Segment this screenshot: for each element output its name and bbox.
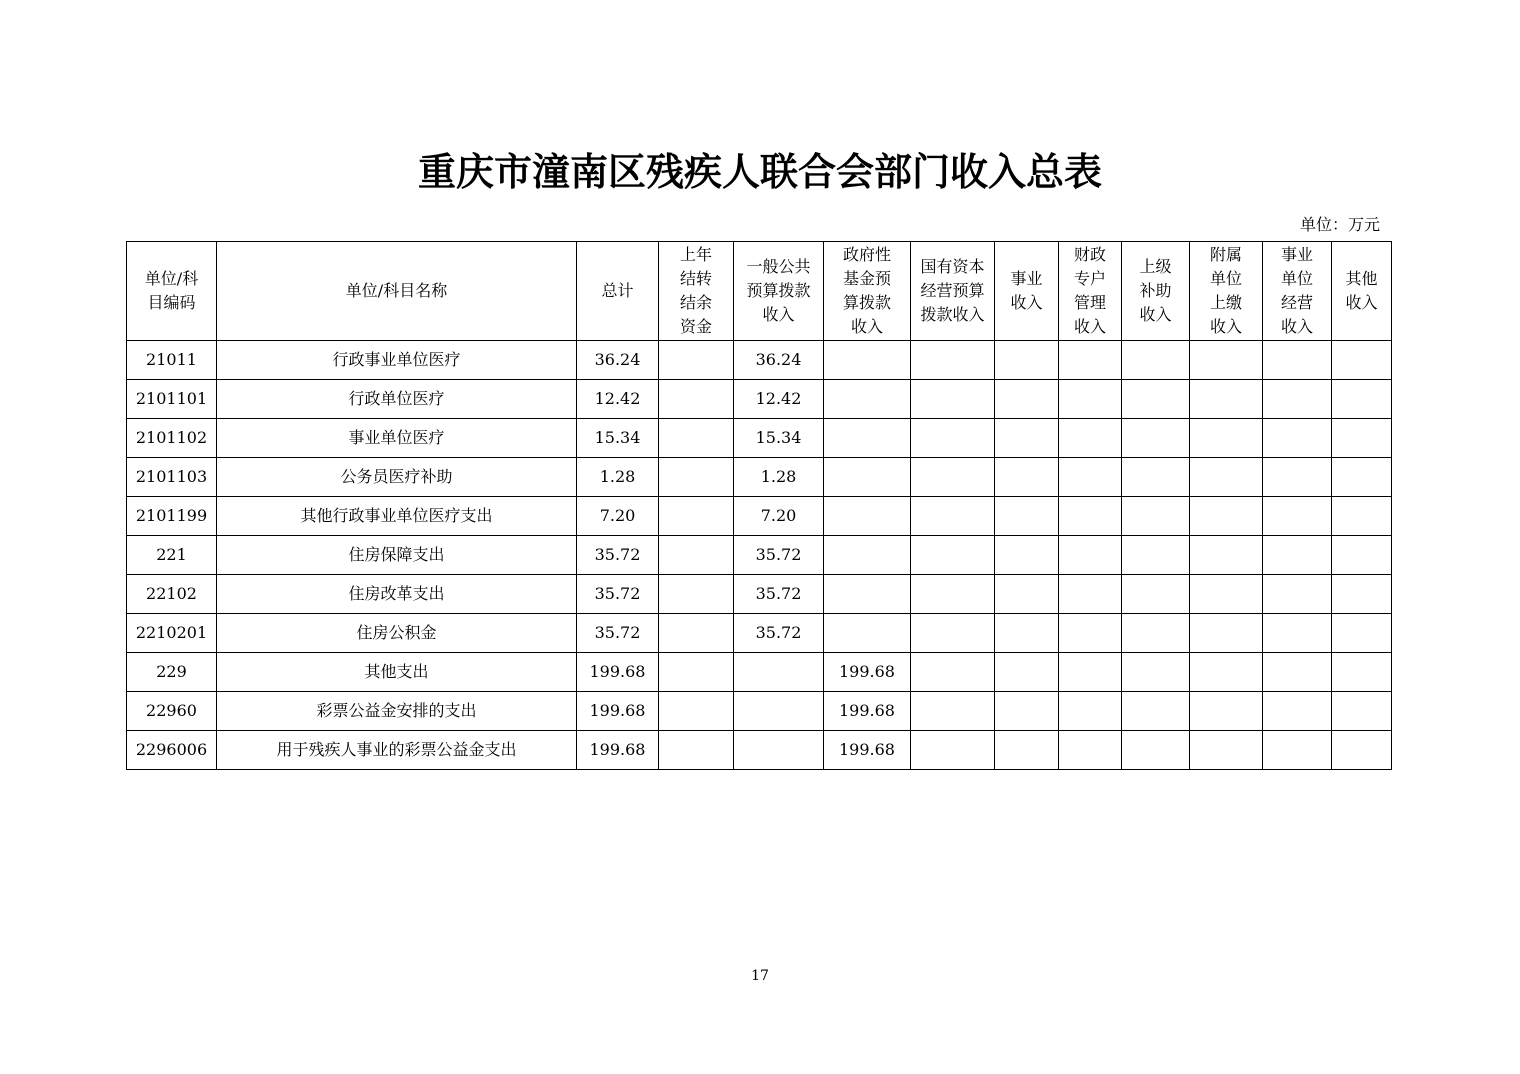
cell-special-account — [1059, 692, 1122, 731]
cell-general-budget: 7.20 — [734, 497, 824, 536]
cell-other — [1332, 419, 1392, 458]
cell-business-income — [995, 653, 1059, 692]
cell-operating — [1263, 419, 1332, 458]
cell-name: 用于残疾人事业的彩票公益金支出 — [217, 731, 577, 770]
table-header-row — [127, 242, 1392, 341]
cell-general-budget: 35.72 — [734, 614, 824, 653]
cell-carryover — [659, 497, 734, 536]
cell-state-capital — [911, 692, 995, 731]
cell-affiliated — [1190, 692, 1263, 731]
cell-gov-fund — [824, 458, 911, 497]
cell-affiliated — [1190, 458, 1263, 497]
cell-general-budget: 36.24 — [734, 341, 824, 380]
cell-superior-subsidy — [1122, 497, 1190, 536]
cell-other — [1332, 380, 1392, 419]
cell-total: 199.68 — [577, 653, 659, 692]
cell-other — [1332, 497, 1392, 536]
cell-special-account — [1059, 653, 1122, 692]
cell-general-budget: 35.72 — [734, 575, 824, 614]
cell-name: 住房保障支出 — [217, 536, 577, 575]
cell-state-capital — [911, 536, 995, 575]
header-affiliated: 附属单位上缴收入 — [1190, 242, 1263, 341]
cell-gov-fund: 199.68 — [824, 692, 911, 731]
cell-affiliated — [1190, 653, 1263, 692]
cell-total: 199.68 — [577, 731, 659, 770]
cell-operating — [1263, 614, 1332, 653]
cell-state-capital — [911, 731, 995, 770]
header-name: 单位/科目名称 — [217, 242, 577, 341]
cell-special-account — [1059, 380, 1122, 419]
cell-gov-fund — [824, 380, 911, 419]
cell-general-budget: 15.34 — [734, 419, 824, 458]
cell-carryover — [659, 458, 734, 497]
cell-general-budget: 35.72 — [734, 536, 824, 575]
cell-business-income — [995, 341, 1059, 380]
cell-total: 35.72 — [577, 536, 659, 575]
cell-carryover — [659, 653, 734, 692]
cell-carryover — [659, 614, 734, 653]
cell-superior-subsidy — [1122, 536, 1190, 575]
cell-name: 住房公积金 — [217, 614, 577, 653]
page-title: 重庆市潼南区残疾人联合会部门收入总表 — [417, 149, 1102, 194]
table-row — [127, 419, 1392, 458]
cell-name: 其他行政事业单位医疗支出 — [217, 497, 577, 536]
cell-state-capital — [911, 497, 995, 536]
cell-other — [1332, 653, 1392, 692]
cell-special-account — [1059, 731, 1122, 770]
cell-state-capital — [911, 575, 995, 614]
cell-state-capital — [911, 614, 995, 653]
cell-superior-subsidy — [1122, 419, 1190, 458]
table-row — [127, 575, 1392, 614]
cell-state-capital — [911, 458, 995, 497]
cell-special-account — [1059, 497, 1122, 536]
cell-superior-subsidy — [1122, 731, 1190, 770]
cell-total: 35.72 — [577, 575, 659, 614]
cell-special-account — [1059, 419, 1122, 458]
cell-gov-fund: 199.68 — [824, 653, 911, 692]
table-row — [127, 458, 1392, 497]
header-total: 总计 — [577, 242, 659, 341]
cell-other — [1332, 692, 1392, 731]
cell-code: 22960 — [127, 692, 217, 731]
cell-business-income — [995, 458, 1059, 497]
table-row — [127, 536, 1392, 575]
table-row — [127, 731, 1392, 770]
table-row — [127, 341, 1392, 380]
cell-other — [1332, 341, 1392, 380]
cell-operating — [1263, 341, 1332, 380]
cell-affiliated — [1190, 536, 1263, 575]
cell-total: 199.68 — [577, 692, 659, 731]
cell-special-account — [1059, 341, 1122, 380]
cell-carryover — [659, 575, 734, 614]
cell-name: 彩票公益金安排的支出 — [217, 692, 577, 731]
cell-affiliated — [1190, 341, 1263, 380]
cell-general-budget — [734, 653, 824, 692]
cell-gov-fund — [824, 536, 911, 575]
cell-name: 住房改革支出 — [217, 575, 577, 614]
cell-affiliated — [1190, 614, 1263, 653]
cell-operating — [1263, 653, 1332, 692]
cell-code: 2210201 — [127, 614, 217, 653]
cell-total: 1.28 — [577, 458, 659, 497]
cell-total: 36.24 — [577, 341, 659, 380]
cell-name: 行政事业单位医疗 — [217, 341, 577, 380]
cell-gov-fund — [824, 341, 911, 380]
cell-special-account — [1059, 575, 1122, 614]
unit-label: 单位：万元 — [1299, 215, 1380, 234]
cell-affiliated — [1190, 731, 1263, 770]
cell-code: 21011 — [127, 341, 217, 380]
cell-business-income — [995, 380, 1059, 419]
cell-affiliated — [1190, 497, 1263, 536]
cell-affiliated — [1190, 575, 1263, 614]
cell-code: 2101103 — [127, 458, 217, 497]
cell-other — [1332, 731, 1392, 770]
cell-affiliated — [1190, 380, 1263, 419]
cell-special-account — [1059, 536, 1122, 575]
cell-business-income — [995, 731, 1059, 770]
table-row — [127, 653, 1392, 692]
income-summary-table — [126, 241, 1392, 770]
cell-operating — [1263, 497, 1332, 536]
cell-business-income — [995, 536, 1059, 575]
cell-total: 15.34 — [577, 419, 659, 458]
cell-code: 229 — [127, 653, 217, 692]
cell-state-capital — [911, 653, 995, 692]
cell-carryover — [659, 380, 734, 419]
cell-business-income — [995, 497, 1059, 536]
header-superior-subsidy: 上级补助收入 — [1122, 242, 1190, 341]
cell-operating — [1263, 536, 1332, 575]
cell-code: 2101102 — [127, 419, 217, 458]
cell-total: 7.20 — [577, 497, 659, 536]
cell-operating — [1263, 692, 1332, 731]
cell-superior-subsidy — [1122, 614, 1190, 653]
header-general-budget: 一般公共预算拨款收入 — [734, 242, 824, 341]
cell-name: 事业单位医疗 — [217, 419, 577, 458]
cell-business-income — [995, 614, 1059, 653]
cell-operating — [1263, 731, 1332, 770]
cell-superior-subsidy — [1122, 341, 1190, 380]
cell-other — [1332, 536, 1392, 575]
cell-operating — [1263, 575, 1332, 614]
cell-total: 12.42 — [577, 380, 659, 419]
cell-state-capital — [911, 419, 995, 458]
cell-gov-fund — [824, 497, 911, 536]
cell-code: 221 — [127, 536, 217, 575]
cell-state-capital — [911, 341, 995, 380]
cell-business-income — [995, 419, 1059, 458]
cell-code: 2101199 — [127, 497, 217, 536]
header-special-account: 财政专户管理收入 — [1059, 242, 1122, 341]
cell-name: 行政单位医疗 — [217, 380, 577, 419]
cell-state-capital — [911, 380, 995, 419]
cell-general-budget — [734, 692, 824, 731]
cell-gov-fund: 199.68 — [824, 731, 911, 770]
header-code: 单位/科目编码 — [127, 242, 217, 341]
cell-business-income — [995, 575, 1059, 614]
header-operating: 事业单位经营收入 — [1263, 242, 1332, 341]
table-row — [127, 614, 1392, 653]
cell-superior-subsidy — [1122, 653, 1190, 692]
cell-code: 22102 — [127, 575, 217, 614]
cell-carryover — [659, 731, 734, 770]
cell-superior-subsidy — [1122, 575, 1190, 614]
cell-gov-fund — [824, 614, 911, 653]
table-row — [127, 380, 1392, 419]
cell-gov-fund — [824, 575, 911, 614]
cell-superior-subsidy — [1122, 692, 1190, 731]
cell-carryover — [659, 692, 734, 731]
cell-carryover — [659, 341, 734, 380]
header-business-income: 事业收入 — [995, 242, 1059, 341]
cell-superior-subsidy — [1122, 458, 1190, 497]
cell-general-budget: 1.28 — [734, 458, 824, 497]
cell-special-account — [1059, 614, 1122, 653]
cell-carryover — [659, 536, 734, 575]
cell-operating — [1263, 458, 1332, 497]
cell-other — [1332, 458, 1392, 497]
cell-general-budget — [734, 731, 824, 770]
table-row — [127, 692, 1392, 731]
cell-code: 2296006 — [127, 731, 217, 770]
cell-affiliated — [1190, 419, 1263, 458]
cell-special-account — [1059, 458, 1122, 497]
cell-operating — [1263, 380, 1332, 419]
cell-business-income — [995, 692, 1059, 731]
page-number: 17 — [751, 968, 769, 984]
header-other: 其他收入 — [1332, 242, 1392, 341]
cell-total: 35.72 — [577, 614, 659, 653]
cell-name: 其他支出 — [217, 653, 577, 692]
cell-other — [1332, 614, 1392, 653]
cell-superior-subsidy — [1122, 380, 1190, 419]
header-state-capital: 国有资本经营预算拨款收入 — [911, 242, 995, 341]
table-row — [127, 497, 1392, 536]
cell-gov-fund — [824, 419, 911, 458]
cell-other — [1332, 575, 1392, 614]
cell-carryover — [659, 419, 734, 458]
header-gov-fund: 政府性基金预算拨款收入 — [824, 242, 911, 341]
cell-general-budget: 12.42 — [734, 380, 824, 419]
cell-code: 2101101 — [127, 380, 217, 419]
cell-name: 公务员医疗补助 — [217, 458, 577, 497]
header-carryover: 上年结转结余资金 — [659, 242, 734, 341]
